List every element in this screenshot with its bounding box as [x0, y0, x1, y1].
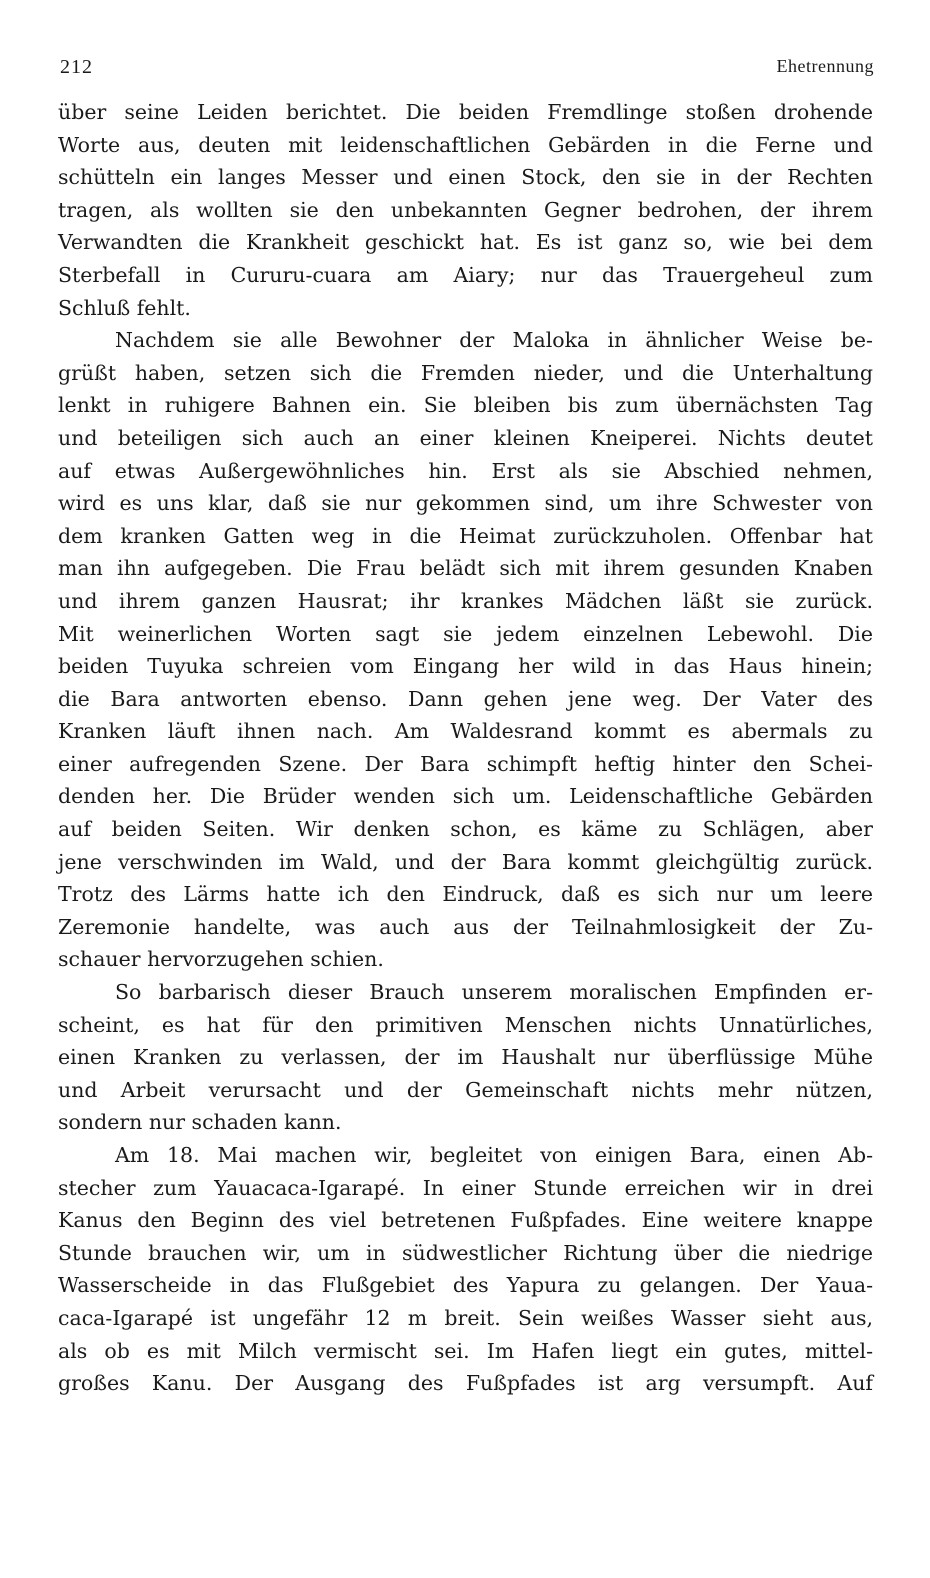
text-line: einer aufregenden Szene. Der Bara schimpft heftig hinter den Schei- [58, 751, 873, 776]
text-line: So barbarisch dieser Brauch unserem moralischen Empfinden er- [115, 980, 873, 1005]
text-line: und Arbeit verursacht und der Gemeinschaft nichts mehr nützen, [58, 1077, 873, 1102]
text-line: auf beiden Seiten. Wir denken schon, es käme zu Schlägen, aber [58, 817, 873, 842]
text-line: stecher zum Yauacaca-Igarapé. In einer Stunde erreichen wir in drei [58, 1175, 873, 1200]
text-line: Zeremonie handelte, was auch aus der Teilnahmlosigkeit der Zu- [58, 914, 873, 939]
text-line: Nachdem sie alle Bewohner der Maloka in ähnlicher Weise be- [115, 328, 873, 353]
text-line: Trotz des Lärms hatte ich den Eindruck, daß es sich nur um leere [58, 882, 873, 907]
text-line: jene verschwinden im Wald, und der Bara kommt gleichgültig zurück. [58, 849, 873, 874]
paragraph [58, 976, 873, 1139]
text-line: scheint, es hat für den primitiven Menschen nichts Unnatürliches, [58, 1012, 873, 1037]
text-line: Sterbefall in Cururu-cuara am Aiary; nur das Trauergeheul zum [58, 262, 873, 287]
text-line: grüßt haben, setzen sich die Fremden nieder, und die Unterhaltung [58, 360, 873, 385]
text-line: auf etwas Außergewöhnliches hin. Erst als sie Abschied nehmen, [58, 458, 873, 483]
text-line: Wasserscheide in das Flußgebiet des Yapura zu gelangen. Der Yaua- [58, 1273, 873, 1298]
text-line: Kranken läuft ihnen nach. Am Waldesrand kommt es abermals zu [58, 719, 873, 744]
running-head: Ehetrennung [776, 56, 874, 76]
page-header [60, 56, 874, 84]
text-line: und beteiligen sich auch an einer kleinen Kneiperei. Nichts deutet [58, 425, 873, 450]
text-line: caca-Igarapé ist ungefähr 12 m breit. Sein weißes Wasser sieht aus, [58, 1305, 873, 1330]
text-line: als ob es mit Milch vermischt sei. Im Hafen liegt ein gutes, mittel- [58, 1338, 873, 1363]
text-line: man ihn aufgegeben. Die Frau belädt sich mit ihrem gesunden Knaben [58, 556, 873, 581]
text-line: tragen, als wollten sie den unbekannten Gegner bedrohen, der ihrem [58, 197, 873, 222]
text-line: schauer hervorzugehen schien. [58, 947, 384, 972]
text-line: und ihrem ganzen Hausrat; ihr krankes Mädchen läßt sie zurück. [58, 588, 873, 613]
text-line: Stunde brauchen wir, um in südwestlicher Richtung über die niedrige [58, 1240, 873, 1265]
text-line: Schluß fehlt. [58, 295, 191, 320]
paragraph [58, 96, 873, 324]
text-line: Verwandten die Krankheit geschickt hat. Es ist ganz so, wie bei dem [58, 230, 873, 255]
text-line: beiden Tuyuka schreien vom Eingang her wild in das Haus hinein; [58, 654, 873, 679]
paragraph [58, 324, 873, 976]
text-line: dem kranken Gatten weg in die Heimat zurückzuholen. Offenbar hat [58, 523, 873, 548]
paragraph [58, 1139, 873, 1400]
text-line: einen Kranken zu verlassen, der im Haushalt nur überflüssige Mühe [58, 1045, 873, 1070]
text-line: Am 18. Mai machen wir, begleitet von einigen Bara, einen Ab- [115, 1143, 873, 1167]
text-line: schütteln ein langes Messer und einen Stock, den sie in der Rechten [58, 165, 873, 190]
text-line: Worte aus, deuten mit leidenschaftlichen Gebärden in die Ferne und [58, 132, 873, 157]
page-number: 212 [60, 56, 93, 78]
text-line: über seine Leiden berichtet. Die beiden Fremdlinge stoßen drohende [58, 100, 873, 124]
text-line: Mit weinerlichen Worten sagt sie jedem einzelnen Lebewohl. Die [58, 621, 873, 646]
text-line: lenkt in ruhigere Bahnen ein. Sie bleiben bis zum übernächsten Tag [58, 393, 873, 418]
text-line: wird es uns klar, daß sie nur gekommen sind, um ihre Schwester von [58, 491, 873, 516]
text-line: denden her. Die Brüder wenden sich um. Leidenschaftliche Gebärden [58, 784, 873, 809]
text-line: großes Kanu. Der Ausgang des Fußpfades ist arg versumpft. Auf [58, 1371, 873, 1396]
text-line: Kanus den Beginn des viel betretenen Fußpfades. Eine weitere knappe [58, 1208, 873, 1233]
body-text [58, 96, 873, 1400]
text-line: die Bara antworten ebenso. Dann gehen jene weg. Der Vater des [58, 686, 873, 711]
text-line: sondern nur schaden kann. [58, 1110, 342, 1135]
